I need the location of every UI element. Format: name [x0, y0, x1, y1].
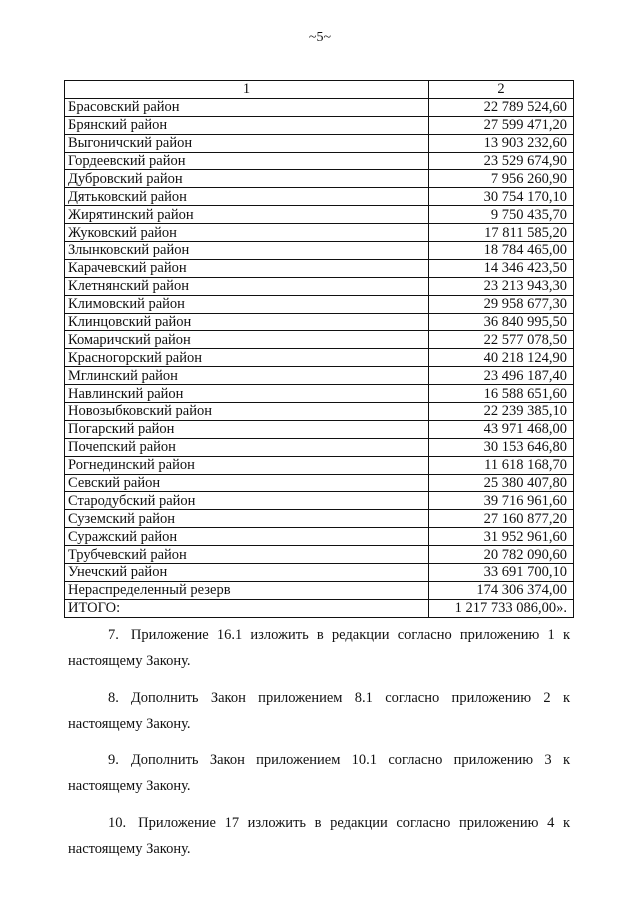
table-row	[65, 242, 574, 260]
table-row	[65, 206, 574, 224]
district-amount: 14 346 423,50	[429, 259, 574, 277]
paragraph-continuation: настоящему Закону.	[68, 840, 191, 857]
table-row	[65, 510, 574, 528]
paragraph-number: 7.	[108, 627, 119, 643]
district-name: Брянский район	[65, 116, 429, 134]
district-name: Карачевский район	[65, 259, 429, 277]
district-name: Севский район	[65, 474, 429, 492]
paragraph-number: 9.	[108, 752, 119, 768]
district-name: Гордеевский район	[65, 152, 429, 170]
district-amount: 39 716 961,60	[429, 492, 574, 510]
district-amount: 9 750 435,70	[429, 206, 574, 224]
table-row	[65, 313, 574, 331]
district-name: Клетнянский район	[65, 277, 429, 295]
district-name: Суземский район	[65, 510, 429, 528]
paragraph-continuation: настоящему Закону.	[68, 653, 191, 669]
table-row	[65, 546, 574, 564]
district-name: ИТОГО:	[65, 599, 429, 617]
table-row	[65, 599, 574, 617]
district-amount: 13 903 232,60	[429, 134, 574, 152]
district-name: Красногорский район	[65, 349, 429, 367]
table-row	[65, 581, 574, 599]
district-name: Дятьковский район	[65, 188, 429, 206]
table-row	[65, 456, 574, 474]
district-amount: 16 588 651,60	[429, 385, 574, 403]
paragraph-text: Приложение 16.1 изложить в редакции согласно приложению 1 к	[130, 627, 570, 643]
paragraph-first-line	[68, 622, 570, 648]
district-amount: 23 529 674,90	[429, 152, 574, 170]
district-name: Жуковский район	[65, 224, 429, 242]
district-name: Злынковский район	[65, 242, 429, 260]
district-name: Новозыбковский район	[65, 403, 429, 421]
district-amount: 23 496 187,40	[429, 367, 574, 385]
numbered-paragraph	[68, 622, 570, 674]
district-amount: 43 971 468,00	[429, 420, 574, 438]
district-name: Брасовский район	[65, 98, 429, 116]
table-row	[65, 528, 574, 546]
district-amount: 18 784 465,00	[429, 242, 574, 260]
district-amount: 23 213 943,30	[429, 277, 574, 295]
district-amount: 36 840 995,50	[429, 313, 574, 331]
table-row	[65, 474, 574, 492]
district-name: Унечский район	[65, 564, 429, 582]
district-name: Почепский район	[65, 438, 429, 456]
district-name: Погарский район	[65, 420, 429, 438]
district-amount: 17 811 585,20	[429, 224, 574, 242]
district-amount: 30 153 646,80	[429, 438, 574, 456]
district-name: Навлинский район	[65, 385, 429, 403]
table-row	[65, 98, 574, 116]
paragraph-first-line	[68, 685, 570, 711]
table-row	[65, 349, 574, 367]
district-name: Рогнединский район	[65, 456, 429, 474]
table-row	[65, 152, 574, 170]
district-amount: 22 577 078,50	[429, 331, 574, 349]
district-name: Комаричский район	[65, 331, 429, 349]
table-row	[65, 259, 574, 277]
paragraph-continuation: настоящему Закону.	[68, 715, 191, 732]
paragraph-continuation: настоящему Закону.	[68, 778, 191, 794]
table-header-row	[65, 81, 574, 99]
table-row	[65, 438, 574, 456]
table-row	[65, 492, 574, 510]
district-name: Мглинский район	[65, 367, 429, 385]
paragraph-first-line	[68, 747, 570, 773]
district-amount: 33 691 700,10	[429, 564, 574, 582]
paragraph-number: 8.	[108, 689, 119, 706]
district-name: Жирятинский район	[65, 206, 429, 224]
district-name: Нераспределенный резерв	[65, 581, 429, 599]
district-amount: 27 599 471,20	[429, 116, 574, 134]
table-row	[65, 420, 574, 438]
district-name: Суражский район	[65, 528, 429, 546]
district-name: Дубровский район	[65, 170, 429, 188]
paragraph-text: Дополнить Закон приложением 8.1 согласно приложению 2 к	[130, 689, 570, 706]
district-amount: 1 217 733 086,00».	[429, 599, 574, 617]
table-row	[65, 134, 574, 152]
district-name: Выгоничский район	[65, 134, 429, 152]
numbered-items	[68, 622, 570, 872]
district-amount: 22 789 524,60	[429, 98, 574, 116]
district-amount: 7 956 260,90	[429, 170, 574, 188]
table-body	[65, 98, 574, 617]
column-header-2: 2	[429, 81, 574, 99]
district-name: Трубчевский район	[65, 546, 429, 564]
district-amount: 40 218 124,90	[429, 349, 574, 367]
table-row	[65, 116, 574, 134]
page-number: ~5~	[308, 30, 332, 45]
paragraph-first-line	[68, 810, 570, 836]
district-amount: 30 754 170,10	[429, 188, 574, 206]
district-amount: 174 306 374,00	[429, 581, 574, 599]
table-row	[65, 188, 574, 206]
district-amount: 31 952 961,60	[429, 528, 574, 546]
paragraph-text: Приложение 17 изложить в редакции согласно приложению 4 к	[138, 814, 570, 831]
district-name: Стародубский район	[65, 492, 429, 510]
table-row	[65, 331, 574, 349]
paragraph-text: Дополнить Закон приложением 10.1 согласно приложению 3 к	[130, 752, 570, 768]
table-row	[65, 277, 574, 295]
district-amount: 25 380 407,80	[429, 474, 574, 492]
district-name: Клинцовский район	[65, 313, 429, 331]
paragraph-number: 10.	[108, 814, 127, 831]
table-row	[65, 224, 574, 242]
table-row	[65, 564, 574, 582]
district-amount: 22 239 385,10	[429, 403, 574, 421]
column-header-1: 1	[65, 81, 429, 99]
table-row	[65, 295, 574, 313]
table-row	[65, 367, 574, 385]
table-row	[65, 170, 574, 188]
table-row	[65, 385, 574, 403]
table-row	[65, 403, 574, 421]
numbered-paragraph	[68, 810, 570, 862]
district-amount: 27 160 877,20	[429, 510, 574, 528]
district-amount: 29 958 677,30	[429, 295, 574, 313]
district-name: Климовский район	[65, 295, 429, 313]
numbered-paragraph	[68, 685, 570, 737]
district-amount: 20 782 090,60	[429, 546, 574, 564]
district-amount: 11 618 168,70	[429, 456, 574, 474]
budget-table	[64, 80, 574, 618]
numbered-paragraph	[68, 747, 570, 799]
